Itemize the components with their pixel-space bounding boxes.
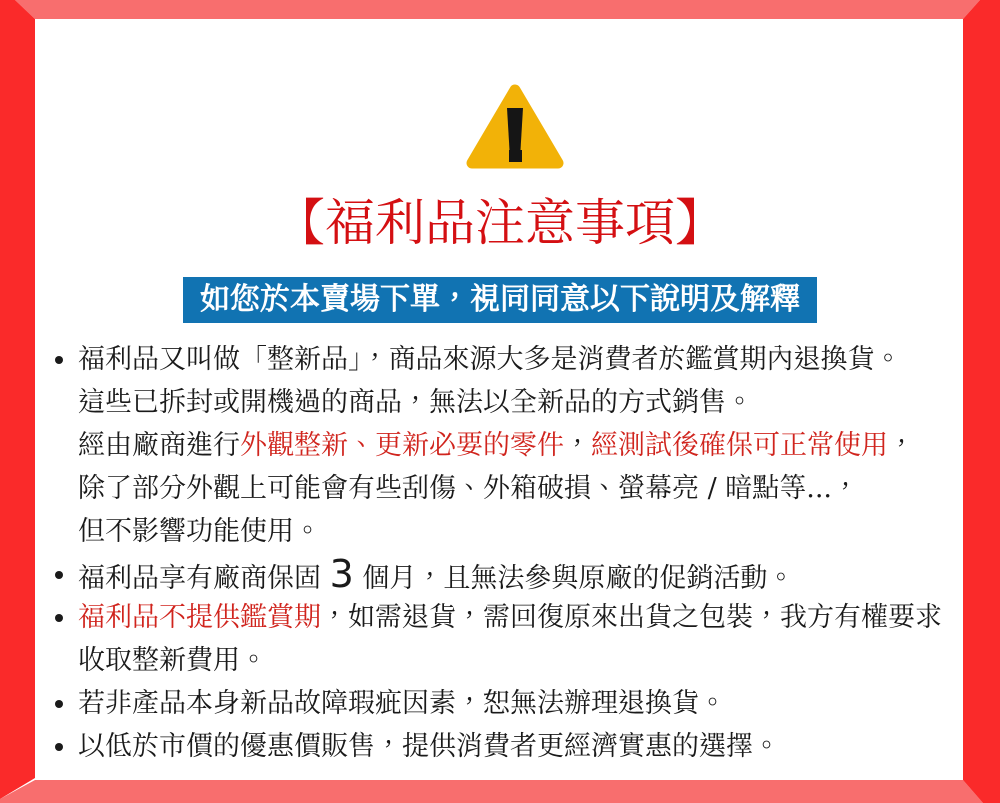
list-item — [78, 596, 965, 682]
frame-right-edge — [963, 0, 1000, 803]
notice-list — [35, 338, 965, 768]
bullet-dot-icon — [55, 614, 63, 622]
agreement-banner: 如您於本賣場下單，視同同意以下說明及解釋 — [183, 277, 817, 323]
notice-text-segment: 這些已拆封或開機過的商品，無法以全新品的方式銷售。 — [78, 387, 753, 418]
notice-text-segment: 若非產品本身新品故障瑕疵因素，恕無法辦理退換貨。 — [78, 688, 726, 719]
list-item — [78, 553, 965, 596]
notice-line — [78, 725, 965, 768]
bullet-dot-icon — [55, 356, 63, 364]
notice-line — [78, 639, 965, 682]
notice-line — [78, 682, 965, 725]
notice-text-segment: 經測試後確保可正常使用 — [591, 430, 888, 461]
frame-left-edge — [0, 0, 35, 799]
notice-line — [78, 381, 965, 424]
notice-text-segment: 福利品不提供鑑賞期 — [78, 602, 321, 633]
frame-bottom-edge — [0, 780, 983, 803]
notice-text-segment: 福利品又叫做「整新品」，商品來源大多是消費者於鑑賞期內退換貨。 — [78, 344, 902, 375]
list-item — [78, 682, 965, 725]
notice-content — [35, 19, 965, 780]
notice-line — [78, 510, 965, 553]
notice-text-segment: 收取整新費用。 — [78, 645, 267, 676]
notice-text-segment: 外觀整新、更新必要的零件 — [240, 430, 564, 461]
list-item — [78, 338, 965, 553]
notice-text-segment: 經由廠商進行 — [78, 430, 240, 461]
bullet-dot-icon — [55, 571, 63, 579]
frame-top-edge — [15, 0, 980, 19]
notice-line — [78, 553, 965, 596]
notice-text-segment: ， — [888, 430, 915, 461]
bullet-dot-icon — [55, 743, 63, 751]
notice-line — [78, 424, 965, 467]
notice-text-segment: 福利品享有廠商保固 — [78, 563, 330, 594]
page-title: 【福利品注意事項】 — [275, 194, 725, 252]
notice-text-segment: 3 — [329, 552, 354, 596]
bullet-dot-icon — [55, 700, 63, 708]
notice-line — [78, 338, 965, 381]
warning-icon-wrap — [35, 83, 965, 170]
notice-text-segment: 以低於市價的優惠價販售，提供消費者更經濟實惠的選擇。 — [78, 731, 780, 762]
notice-text-segment: ，如需退貨，需回復原來出貨之包裝，我方有權要求 — [321, 602, 942, 633]
notice-line — [78, 467, 965, 510]
notice-text-segment: 除了部分外觀上可能會有些刮傷、外箱破損、螢幕亮 / 暗點等...， — [78, 473, 860, 504]
warning-triangle-icon — [465, 83, 565, 170]
notice-line — [78, 596, 965, 639]
notice-text-segment: ， — [564, 430, 591, 461]
notice-text-segment: 個月，且無法參與原廠的促銷活動。 — [353, 563, 795, 594]
list-item — [78, 725, 965, 768]
notice-text-segment: 但不影響功能使用。 — [78, 516, 321, 547]
